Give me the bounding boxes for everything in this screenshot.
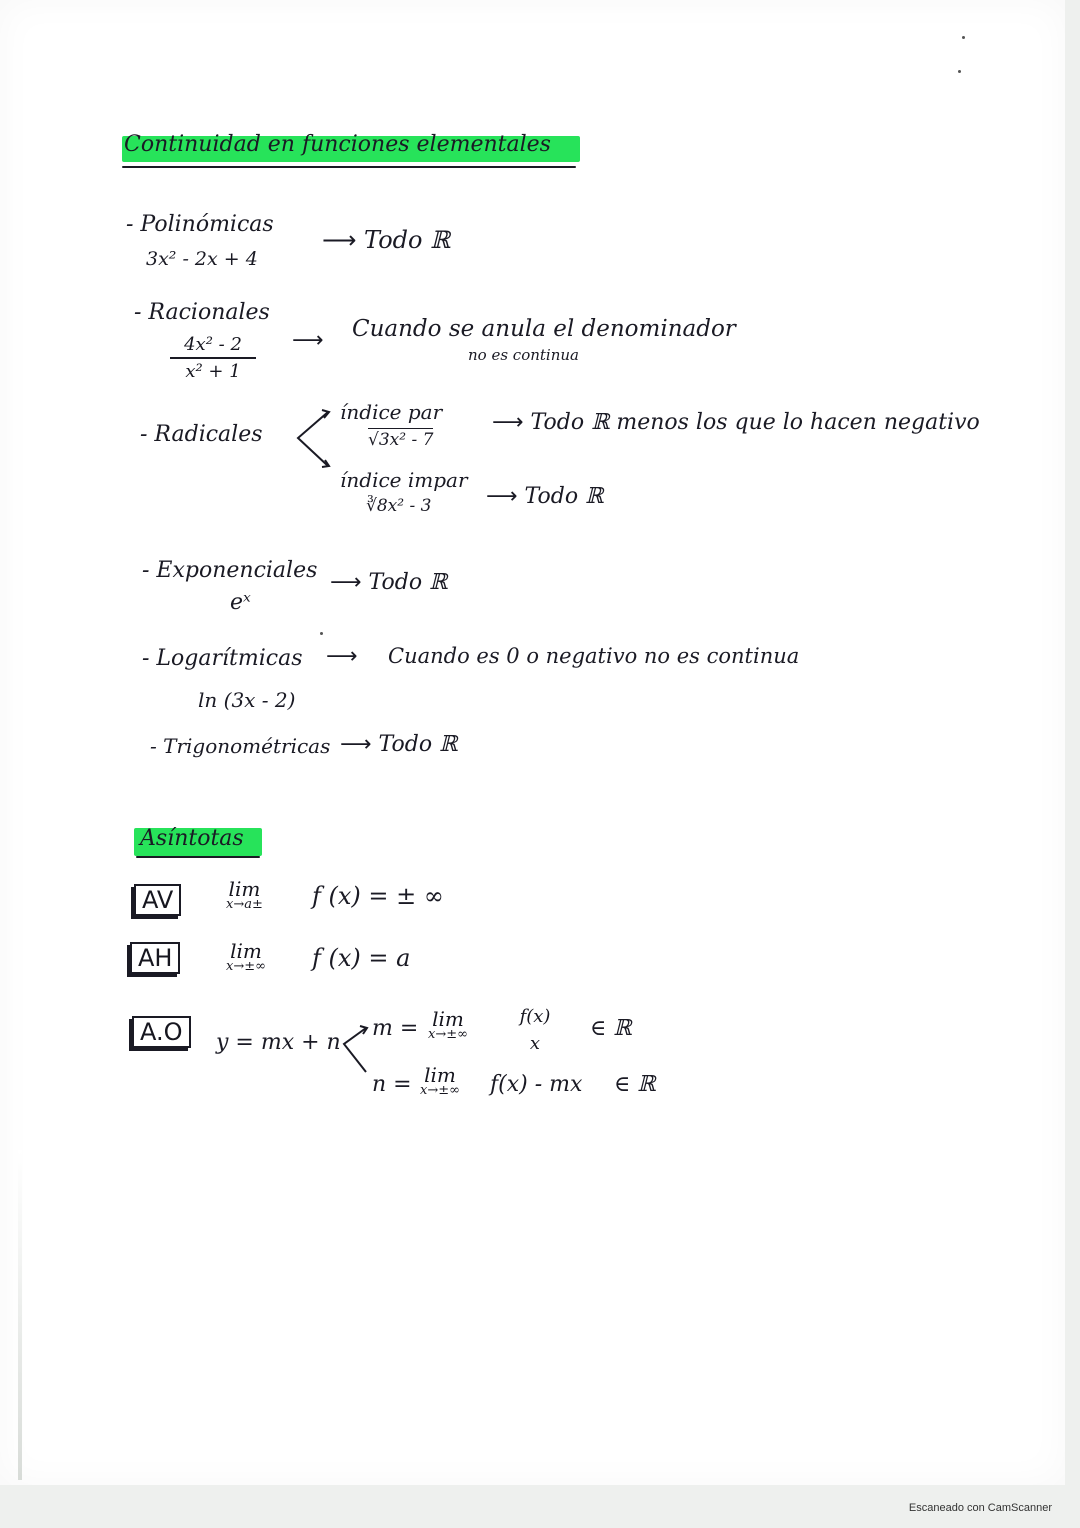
label-box-ah: AH [130, 942, 180, 974]
result-racionales-2: no es continua [468, 346, 579, 364]
camscanner-watermark: Escaneado con CamScanner [908, 1502, 1052, 1514]
m-equals: m = [372, 1016, 419, 1041]
fraction-m [506, 1006, 564, 1054]
n-expression: f(x) - mx [490, 1072, 583, 1097]
arrow-icon: ⟶ [330, 570, 369, 595]
result-polinomicas [322, 226, 450, 254]
fraction-bar [506, 1029, 564, 1031]
result-text: Todo ℝ menos los que lo hacen negativo [530, 410, 980, 435]
example-indice-par: √3x² - 7 [368, 430, 434, 450]
expr-av: f (x) = ± ∞ [312, 882, 444, 910]
limit-av [226, 877, 263, 912]
result-indice-impar [486, 484, 603, 509]
arrow-icon: ⟶ [492, 410, 531, 435]
speck [958, 70, 961, 73]
label-trigonometricas: - Trigonométricas [150, 734, 331, 758]
arrow-icon: ⟶ [322, 226, 365, 254]
example-polinomica: 3x² - 2x + 4 [146, 248, 258, 270]
expr-ah: f (x) = a [312, 944, 411, 972]
label-logaritmicas: - Logarítmicas [142, 646, 303, 671]
arrow-icon: ⟶ [292, 328, 324, 353]
heading-underline [136, 856, 260, 858]
speck [320, 632, 323, 635]
lim-word: lim [432, 1007, 464, 1031]
result-racionales-1: Cuando se anula el denominador [352, 316, 736, 342]
label-racionales: - Racionales [134, 300, 270, 325]
fraction-racional [170, 334, 256, 382]
denominator: x [529, 1033, 541, 1054]
heading-underline [122, 166, 576, 168]
result-text: Todo ℝ [368, 570, 448, 595]
m-in-reals: ∈ ℝ [590, 1016, 632, 1041]
limit-ah [226, 939, 266, 974]
equation-ao: y = mx + n [216, 1030, 341, 1055]
fraction-bar [170, 357, 256, 359]
label-indice-par: índice par [340, 400, 443, 424]
branch-arrows-icon [336, 1018, 372, 1082]
arrow-icon: ⟶ [326, 644, 358, 669]
label-box-av: AV [134, 884, 181, 916]
heading-continuidad: Continuidad en funciones elementales [124, 132, 551, 157]
lim-word: lim [230, 939, 262, 963]
limit-m [428, 1007, 468, 1042]
numerator: 4x² - 2 [184, 334, 242, 355]
arrow-icon: ⟶ [486, 484, 525, 509]
denominator: x² + 1 [185, 361, 241, 382]
result-text: Todo ℝ [524, 484, 604, 509]
result-trigonometricas [340, 732, 457, 757]
lim-word: lim [228, 877, 261, 901]
label-polinomicas: - Polinómicas [126, 212, 274, 237]
page-edge-shadow [18, 1150, 22, 1480]
lim-subscript: x→±∞ [420, 1083, 460, 1098]
label-indice-impar: índice impar [340, 468, 468, 492]
arrow-icon: ⟶ [340, 732, 379, 757]
result-text: Todo ℝ [378, 732, 458, 757]
lim-subscript: x→a± [226, 897, 263, 912]
n-equals: n = [372, 1072, 412, 1097]
lim-word: lim [424, 1063, 456, 1087]
label-exponenciales: - Exponenciales [142, 558, 318, 583]
label-radicales: - Radicales [140, 422, 263, 447]
result-exponenciales [330, 570, 447, 595]
lim-subscript: x→±∞ [226, 959, 266, 974]
heading-asintotas: Asíntotas [140, 826, 244, 851]
speck [962, 36, 965, 39]
label-box-ao: A.O [132, 1016, 191, 1048]
n-in-reals: ∈ ℝ [614, 1072, 656, 1097]
result-text: Todo ℝ [364, 226, 451, 254]
result-indice-par [492, 410, 980, 435]
branch-arrows-icon [292, 404, 332, 474]
lim-subscript: x→±∞ [428, 1027, 468, 1042]
example-exponencial: eˣ [230, 590, 251, 615]
example-logaritmica: ln (3x - 2) [198, 688, 296, 712]
limit-n [420, 1063, 460, 1098]
result-logaritmicas: Cuando es 0 o negativo no es continua [388, 644, 800, 668]
numerator: f(x) [519, 1006, 551, 1027]
example-indice-impar: ∛8x² - 3 [366, 496, 432, 516]
